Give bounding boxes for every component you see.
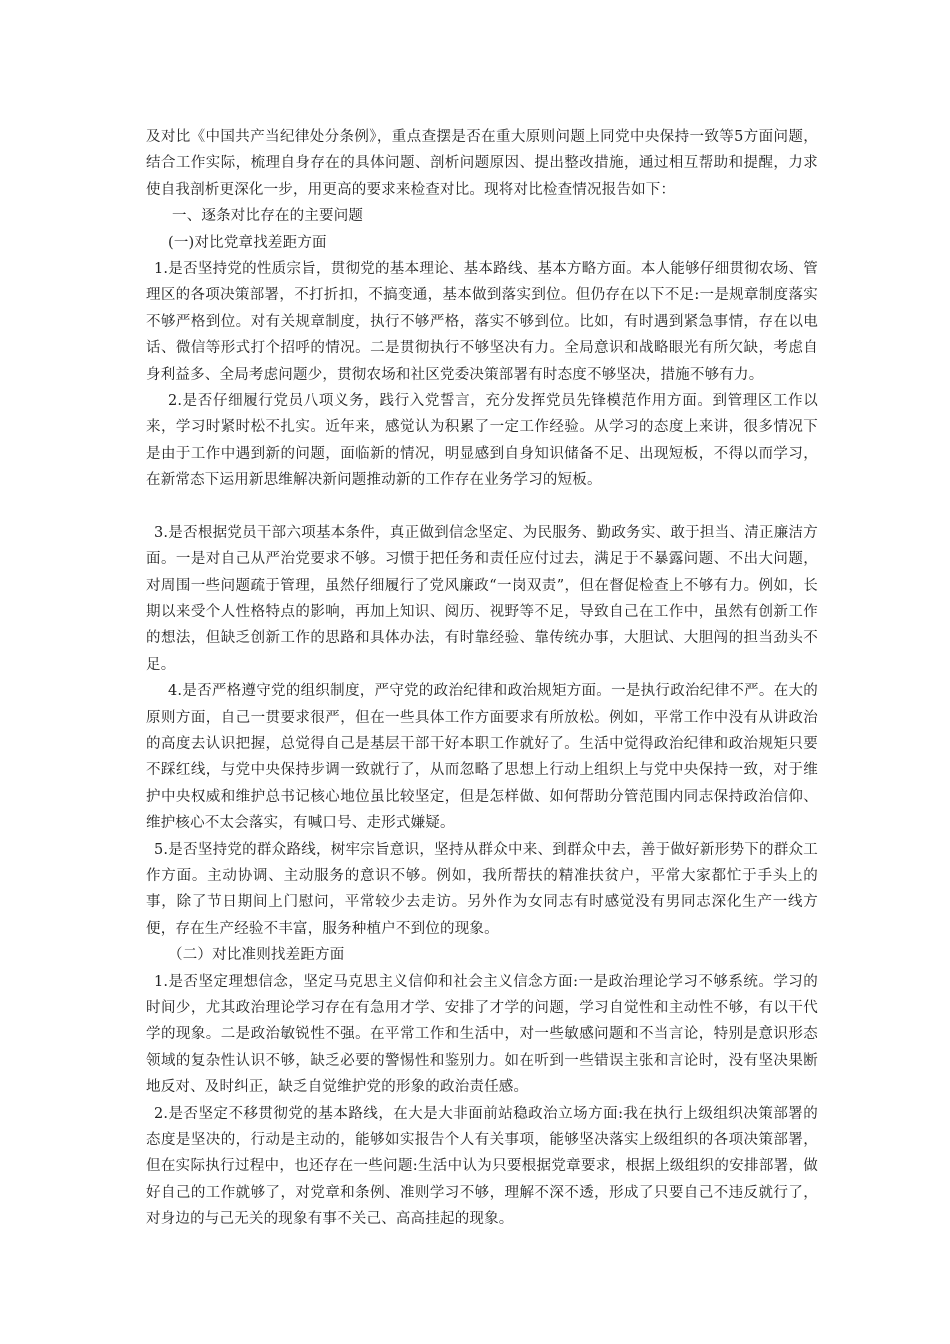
document-body [146, 124, 818, 1233]
section-1-title: (一)对比党章找差距方面 [168, 234, 327, 251]
section-1-item-2: 2.是否仔细履行党员八项义务，践行入党誓言，充分发挥党员先锋模范作用方面。到管理区工作以来，学习时紧时松不扎实。近年来，感觉认为积累了一定工作经验。从学习的态度上来讲，很多情况下是由于工作中遇到新的问题，面临新的情况，明显感到自身知识储备不足、出现短板，不得以而学习，在新常态下运用新思维解决新问题推动新的工作存在业务学习的短板。 [146, 393, 818, 489]
section-1-item-1: 1.是否坚持党的性质宗旨，贯彻党的基本理论、基本路线、基本方略方面。本人能够仔细贯彻农场、管理区的各项决策部署，不打折扣，不搞变通，基本做到落实到位。但仍存在以下不足:一是规章制度落实不够严格到位。对有关规章制度，执行不够严格，落实不够到位。比如，有时遇到紧急事情，存在以电话、微信等形式打个招呼的情况。二是贯彻执行不够坚决有力。全局意识和战略眼光有所欠缺，考虑自身利益多、全局考虑问题少，贯彻农场和社区党委决策部署有时态度不够坚决，措施不够有力。 [146, 261, 818, 383]
intro-paragraph: 及对比《中国共产当纪律处分条例》，重点查摆是否在重大原则问题上同党中央保持一致等5方面问题，结合工作实际，梳理自身存在的具体问题、剖析问题原因、提出整改措施，通过相互帮助和提醒，力求使自我剖析更深化一步，用更高的要求来检查对比。现将对比检查情况报告如下： [146, 129, 818, 198]
section-1-item-3: 3.是否根据党员干部六项基本条件，真正做到信念坚定、为民服务、勤政务实、敢于担当、清正廉洁方面。一是对自己从严治党要求不够。习惯于把任务和责任应付过去，满足于不暴露问题、不出大问题，对周围一些问题疏于管理，虽然仔细履行了党风廉政“一岗双责”，但在督促检查上不够有力。例如，长期以来受个人性格特点的影响，再加上知识、阅历、视野等不足，导致自己在工作中，虽然有创新工作的想法，但缺乏创新工作的思路和具体办法，有时靠经验、靠传统办事，大胆试、大胆闯的担当劲头不足。 [146, 524, 818, 673]
section-1-item-5: 5.是否坚持党的群众路线，树牢宗旨意识，坚持从群众中来、到群众中去，善于做好新形势下的群众工作方面。主动协调、主动服务的意识不够。例如，我所帮扶的精准扶贫户，平常大家都忙于手头上的事，除了节日期间上门慰问，平常较少去走访。另外作为女同志有时感觉没有男同志深化生产一线方便，存在生产经验不丰富，服务种植户不到位的现象。 [146, 841, 818, 937]
paragraph-gap [146, 494, 818, 520]
section-2-title: （二）对比准则找差距方面 [168, 947, 345, 964]
section-1-item-4: 4.是否严格遵守党的组织制度，严守党的政治纪律和政治规矩方面。一是执行政治纪律不严。在大的原则方面，自己一贯要求很严，但在一些具体工作方面要求有所放松。例如，平常工作中没有从讲政治的高度去认识把握，总觉得自己是基层干部干好本职工作就好了。生活中觉得政治纪律和政治规矩只要不踩红线，与党中央保持步调一致就行了，从而忽略了思想上行动上组织上与党中央保持一致，对于维护中央权威和维护总书记核心地位虽比较坚定，但是怎样做、如何帮助分管范围内同志保持政治信仰、维护核心不太会落实，有喊口号、走形式嫌疑。 [146, 683, 818, 832]
main-heading: 一、逐条对比存在的主要问题 [172, 208, 364, 225]
section-2-item-2: 2.是否坚定不移贯彻党的基本路线，在大是大非面前站稳政治立场方面:我在执行上级组织决策部署的态度是坚决的，行动是主动的，能够如实报告个人有关事项，能够坚决落实上级组织的各项决策部署，但在实际执行过程中，也还存在一些问题:生活中认为只要根据党章要求，根据上级组织的安排部署，做好自己的工作就够了，对党章和条例、准则学习不够，理解不深不透，形成了只要自己不违反就行了，对身边的与己无关的现象有事不关己、高高挂起的现象。 [146, 1105, 818, 1228]
section-2-item-1: 1.是否坚定理想信念，坚定马克思主义信仰和社会主义信念方面:一是政治理论学习不够系统。学习的时间少，尤其政治理论学习存在有急用才学、安排了才学的问题，学习自觉性和主动性不够，有以干代学的现象。二是政治敏锐性不强。在平常工作和生活中，对一些敏感问题和不当言论，特别是意识形态领域的复杂性认识不够，缺乏必要的警惕性和鉴别力。如在听到一些错误主张和言论时，没有坚决果断地反对、及时纠正，缺乏自觉维护党的形象的政治责任感。 [146, 973, 818, 1096]
